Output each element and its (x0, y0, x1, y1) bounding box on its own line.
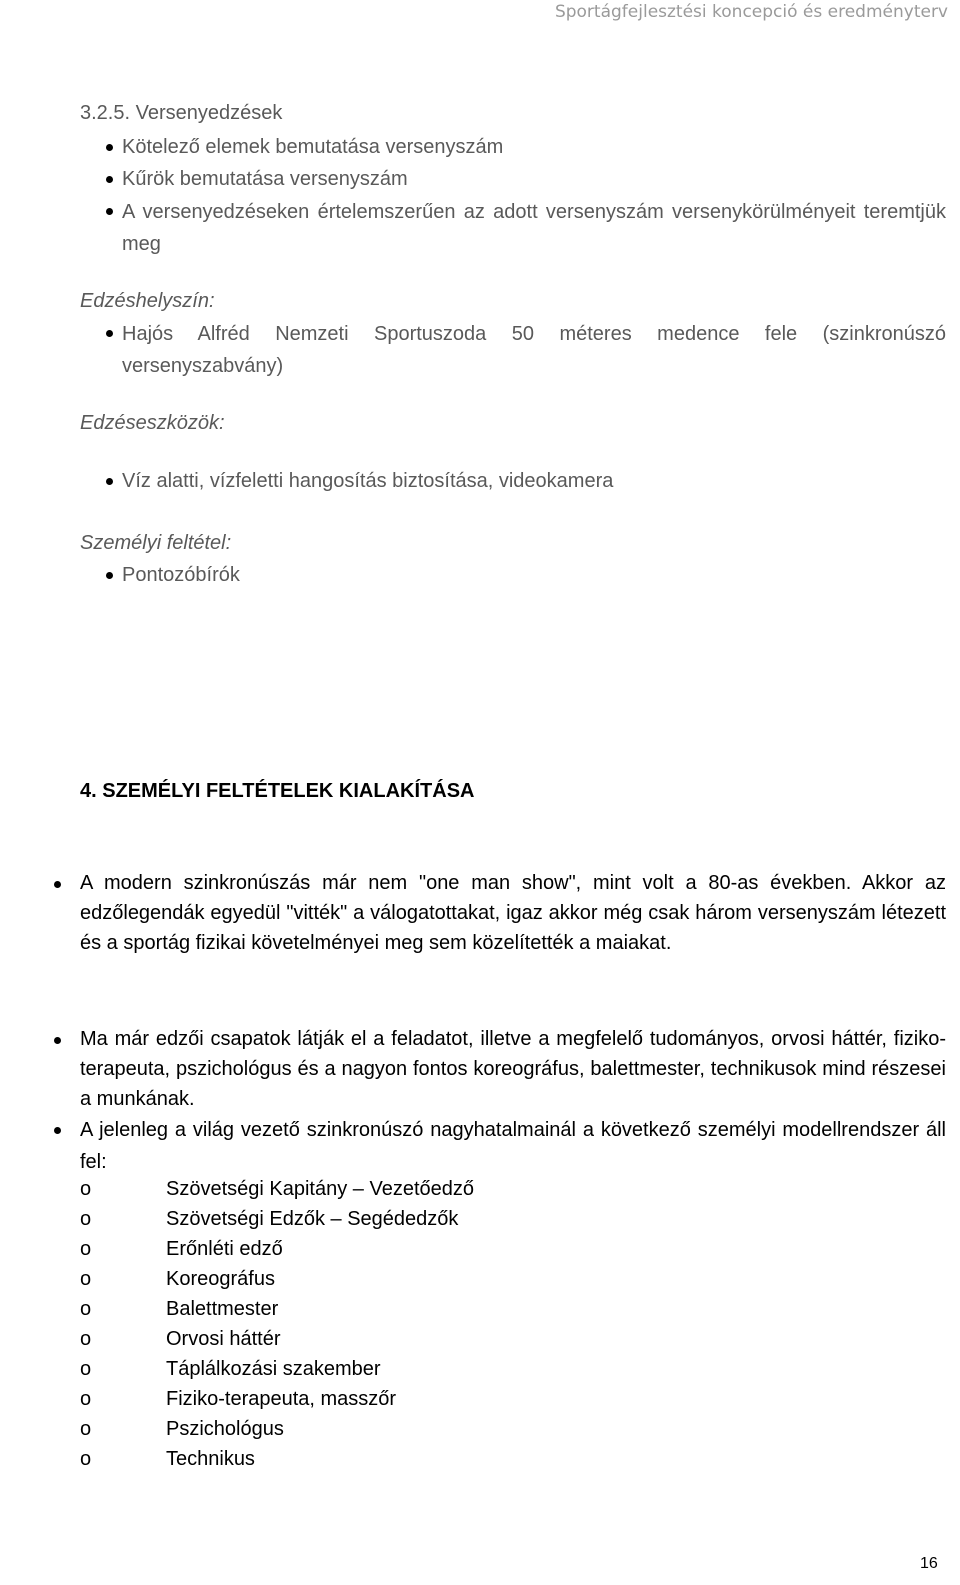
paragraph: Ma már edzői csapatok látják el a feladatot, illetve a megfelelő tudományos, orvosi háttér, fiziko-terapeuta, pszichológus és a nagyon fontos koreográfus, balettmester, technikusok mind részesei a munkának. (80, 1028, 946, 1110)
bullet-icon (54, 1037, 61, 1044)
model-list-item: Orvosi háttér (166, 1328, 281, 1350)
sub-bullet-icon: o (80, 1298, 92, 1320)
model-list-item: Táplálkozási szakember (166, 1358, 381, 1380)
sub-bullet-icon: o (80, 1418, 92, 1440)
model-list-item: Koreográfus (166, 1268, 275, 1290)
personal-item: Pontozóbírók (122, 564, 240, 586)
page-number: 16 (920, 1555, 938, 1572)
paragraph: A jelenleg a világ vezető szinkronúszó nagyhatalmainál a következő személyi modellrendszer áll fel: (80, 1119, 946, 1173)
bullet-icon (106, 572, 113, 579)
sub-bullet-icon: o (80, 1238, 92, 1260)
bullet-icon (106, 478, 113, 485)
personal-label: Személyi feltétel: (80, 532, 232, 554)
section-title-text: 3.2.5. Versenyedzések (80, 102, 283, 124)
model-list-item: Fiziko-terapeuta, masszőr (166, 1388, 397, 1410)
bullet-icon (106, 208, 113, 215)
model-list-item: Technikus (166, 1448, 255, 1470)
section-title-3-2-5 (80, 98, 282, 128)
sub-bullet-icon: o (80, 1268, 92, 1290)
paragraph: A modern szinkronúszás már nem "one man show", mint volt a 80-as években. Akkor az edzőlegendák egyedül "vitték" a válogatottakat, igaz akkor még csak három versenyszám létezett és a sportág fizikai követelményei meg sem közelítették a maiakat. (80, 872, 946, 954)
sub-bullet-icon: o (80, 1358, 92, 1380)
model-list-item: Balettmester (166, 1298, 279, 1320)
bullet-icon (54, 881, 61, 888)
running-header: Sportágfejlesztési koncepció és eredményterv (554, 2, 948, 22)
section-heading-4: 4. SZEMÉLYI FELTÉTELEK KIALAKÍTÁSA (80, 780, 475, 802)
venue-item: Hajós Alfréd Nemzeti Sportuszoda 50 méteres medence fele (szinkronúszó versenyszabvány) (122, 323, 946, 377)
bullet-icon (106, 176, 113, 183)
bullet-icon (106, 144, 113, 151)
model-list-item: Szövetségi Edzők – Segédedzők (166, 1208, 459, 1230)
model-list-item: Szövetségi Kapitány – Vezetőedző (166, 1178, 474, 1200)
bullet-icon (54, 1127, 61, 1134)
sub-bullet-icon: o (80, 1448, 92, 1470)
equipment-item: Víz alatti, vízfeletti hangosítás biztosítása, videokamera (122, 470, 614, 492)
equipment-label: Edzéseszközök: (80, 412, 225, 434)
bullet-item: Kötelező elemek bemutatása versenyszám (122, 136, 504, 158)
sub-bullet-icon: o (80, 1208, 92, 1230)
bullet-item: A versenyedzéseken értelemszerűen az adott versenyszám versenykörülményeit teremtjük meg (122, 201, 946, 255)
sub-bullet-icon: o (80, 1388, 92, 1410)
sub-bullet-icon: o (80, 1328, 92, 1350)
bullet-icon (106, 330, 113, 337)
venue-label: Edzéshelyszín: (80, 290, 215, 312)
model-list-item: Pszichológus (166, 1418, 284, 1440)
bullet-item: Kűrök bemutatása versenyszám (122, 168, 408, 190)
model-list-item: Erőnléti edző (166, 1238, 283, 1260)
sub-bullet-icon: o (80, 1178, 92, 1200)
